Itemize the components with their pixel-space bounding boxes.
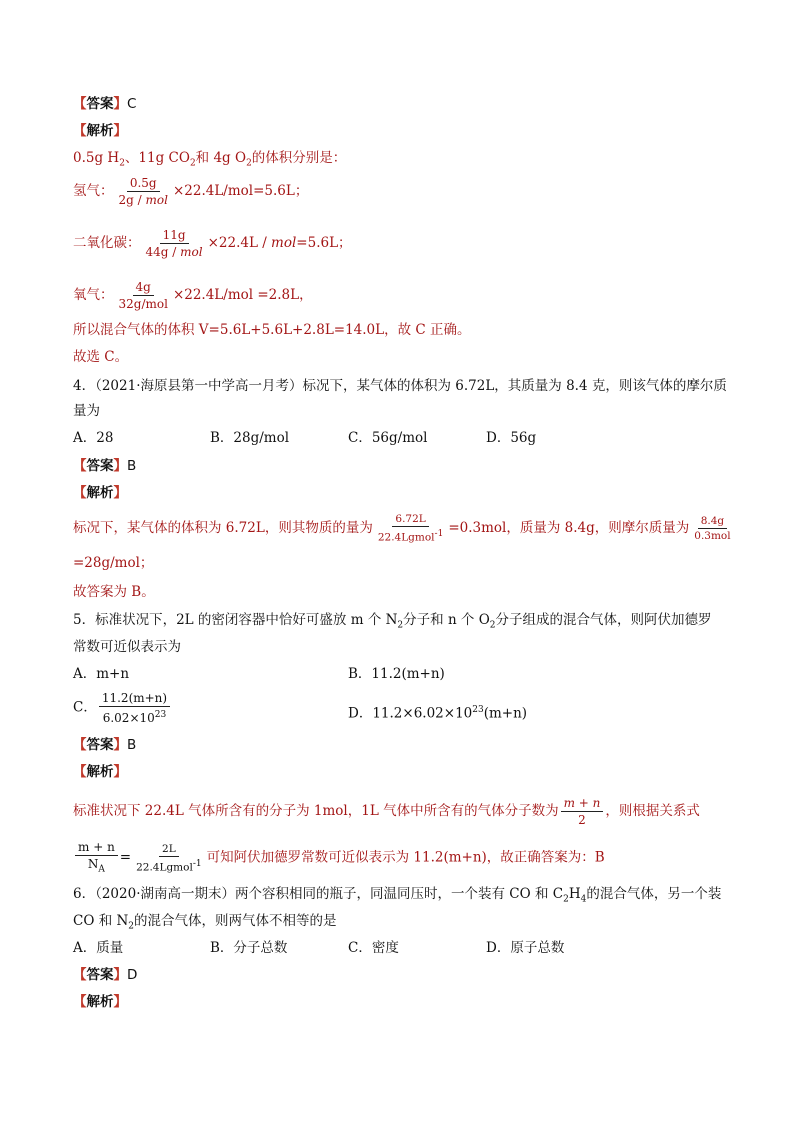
q6-option-a: A．质量	[73, 940, 124, 956]
answer-value: B	[127, 737, 137, 753]
q5-explanation-line1: 标准状况下 22.4L 气体所含有的分子为 1mol，1L 气体中所含有的气体分子数为 $\frac{m + n}{2}$ ，则根据关系式	[73, 796, 700, 827]
answer-label: 答案	[86, 458, 114, 474]
q4-explanation-cont: =28g/mol；	[73, 555, 154, 571]
q4-stem-line1: 4．（2021·海原县第一中学高一月考）标况下，某气体的体积为 6.72L，其质量为 8.4 克，则该气体的摩尔质	[73, 378, 727, 394]
q5-option-d: D．$11.2\times 6.02\times 10^{23}(m+n)$	[348, 705, 528, 722]
q5-stem-line2: 常数可近似表示为	[73, 639, 181, 655]
q3-intro: 0.5g $H_2$、11g $CO_2$和 4g $O_2$的体积分别是：	[73, 150, 347, 169]
answer-label: 答案	[86, 96, 114, 112]
answer-value: C	[127, 96, 137, 112]
fraction: $\frac{11.2(m+n)}{6.02\times 10^{23}}$	[99, 691, 170, 725]
fraction: $\frac{4g}{\text{32g/mol}}$	[118, 280, 168, 311]
q6-option-c: C．密度	[348, 940, 399, 956]
answer-bracket-left: 【	[73, 96, 87, 112]
q4-explanation: 标况下，某气体的体积为 6.72L，则其物质的量为 $\frac{6.72L}{22.4Lgmol^{-1}}$ =0.3mol，质量为 8.4g，则摩尔质量为 $\frac{8.4g}{\text{0.3mol}}$	[73, 513, 736, 544]
analysis-label: 解析	[86, 123, 114, 139]
q5-option-b: B．11.2(m+n)	[348, 666, 445, 682]
q3-h2-calc: 氢气： $\frac{0.5g}{\text{2g / mol}}$ ×22.4L/mol=5.6L；	[73, 176, 309, 207]
analysis-label: 解析	[86, 994, 114, 1010]
analysis-label: 解析	[86, 485, 114, 501]
q6-stem-line1: 6．（2020·湖南高一期末）两个容积相同的瓶子，同温同压时，一个装有 CO 和 $C_2H_4$的混合气体，另一个装	[73, 886, 722, 905]
fraction: $\frac{m + n}{2}$	[561, 796, 604, 827]
q3-o2-calc: 氧气： $\frac{4g}{\text{32g/mol}}$ ×22.4L/mol =2.8L，	[73, 280, 313, 311]
analysis-header-q5: 【解析】	[73, 764, 127, 780]
q5-explanation-line2: $\frac{m + n}{N_A}$ = $\frac{2L}{22.4Lgmol^{-1}}$ 可知阿伏加德罗常数可近似表示为 11.2(m+n)，故正确答案为：B	[73, 840, 605, 876]
answer-label: 答案	[86, 967, 114, 983]
q4-conclusion: 故答案为 B。	[73, 584, 155, 600]
answer-line-q5: 【答案】B	[73, 737, 137, 753]
q5-option-c: C． $\frac{11.2(m+n)}{6.02\times 10^{23}}$	[73, 691, 172, 725]
q5-stem-line1: 5．标准状况下，2L 的密闭容器中恰好可盛放 m 个 $N_2$分子和 n 个 $O_2$分子组成的混合气体，则阿伏加德罗	[73, 612, 712, 631]
answer-line-q3	[73, 95, 136, 113]
q4-option-b: B．28g/mol	[210, 430, 290, 446]
answer-value: B	[127, 458, 137, 474]
fraction: $\frac{2L}{22.4Lgmol^{-1}}$	[136, 842, 202, 874]
q5-option-a: A．m+n	[73, 666, 130, 682]
answer-value: D	[127, 967, 138, 983]
analysis-header-q3: 【解析】	[73, 123, 127, 139]
q4-option-a: A．28	[73, 430, 114, 446]
fraction: $\frac{0.5g}{\text{2g / mol}}$	[118, 176, 168, 207]
answer-line-q4: 【答案】B	[73, 458, 137, 474]
q3-conclusion: 故选 C。	[73, 349, 129, 365]
fraction: $\frac{m + n}{N_A}$	[75, 840, 118, 876]
q3-sum: 所以混合气体的体积 V=5.6L+5.6L+2.8L=14.0L，故 C 正确。	[73, 322, 471, 338]
q6-stem-line2: CO 和 $N_2$的混合气体，则两气体不相等的是	[73, 913, 337, 932]
q4-stem-line2: 量为	[73, 403, 100, 419]
analysis-header-q6: 【解析】	[73, 994, 127, 1010]
fraction: $\frac{8.4g}{\text{0.3mol}}$	[694, 514, 731, 542]
answer-label: 答案	[86, 737, 114, 753]
q4-option-c: C．56g/mol	[348, 430, 428, 446]
q6-option-d: D．原子总数	[486, 940, 565, 956]
fraction: $\frac{6.72L}{22.4Lgmol^{-1}}$	[377, 513, 444, 544]
analysis-label: 解析	[86, 764, 114, 780]
q3-co2-calc: 二氧化碳： $\frac{11g}{\text{44g / mol}}$ ×22.4L / mol=5.6L；	[73, 228, 352, 259]
answer-line-q6: 【答案】D	[73, 967, 138, 983]
fraction: $\frac{11g}{\text{44g / mol}}$	[145, 228, 203, 259]
q6-option-b: B．分子总数	[210, 940, 288, 956]
answer-bracket-right: 】	[113, 96, 127, 112]
q4-option-d: D．56g	[486, 430, 537, 446]
analysis-header-q4: 【解析】	[73, 485, 127, 501]
